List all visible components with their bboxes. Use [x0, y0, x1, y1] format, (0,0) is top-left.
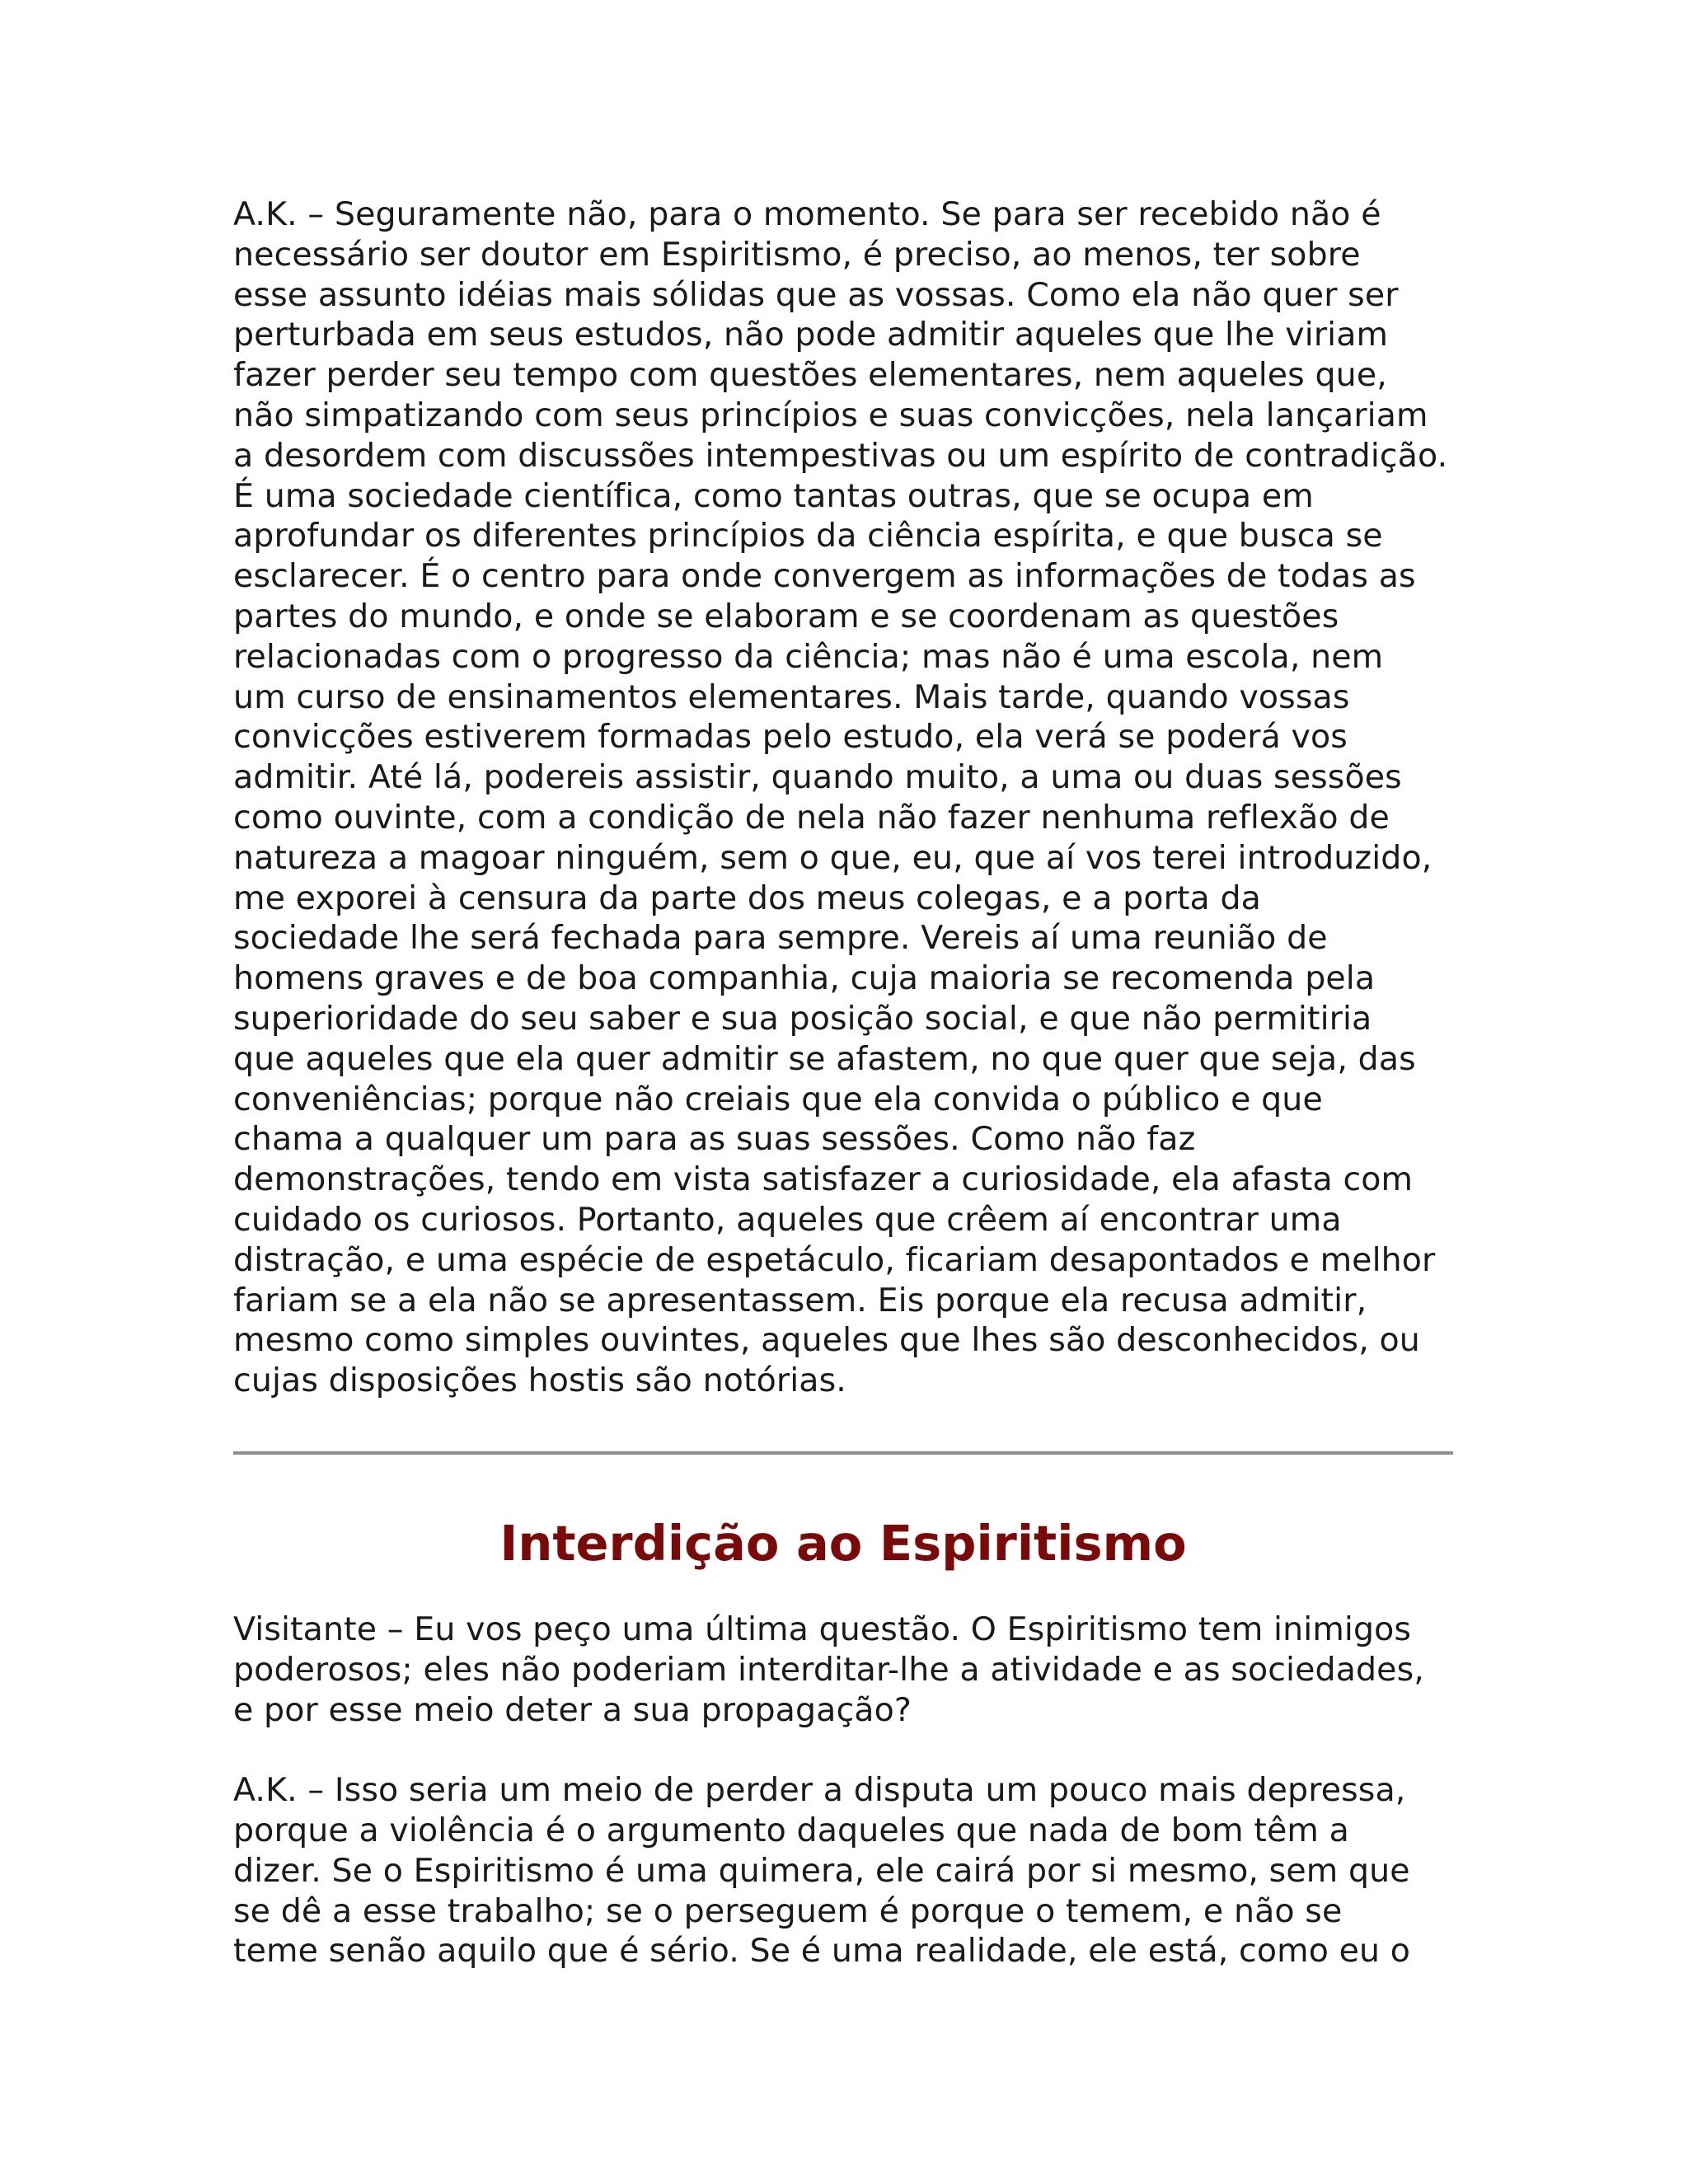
text-line: a desordem com discussões intempestivas ou um espírito de contradição. — [233, 436, 1448, 475]
text-line: partes do mundo, e onde se elaboram e se coordenam as questões — [233, 597, 1339, 635]
text-line: mesmo como simples ouvintes, aqueles que lhes são desconhecidos, ou — [233, 1321, 1420, 1360]
text-line: cujas disposições hostis são notórias. — [233, 1361, 846, 1400]
text-line: necessário ser doutor em Espiritismo, é preciso, ao menos, ter sobre — [233, 235, 1361, 274]
text-line: e por esse meio deter a sua propagação? — [233, 1690, 912, 1729]
paragraph-ak-reply — [233, 1770, 1478, 1971]
paragraph-ak-answer — [233, 194, 1478, 1401]
text-block-bottom — [233, 1610, 1478, 1971]
text-line: relacionadas com o progresso da ciência; mas não é uma escola, nem — [233, 637, 1384, 676]
horizontal-divider — [233, 1451, 1453, 1455]
text-line: me exporei à censura da parte dos meus colegas, e a porta da — [233, 879, 1261, 917]
text-line: porque a violência é o argumento daqueles que nada de bom têm a — [233, 1811, 1349, 1849]
text-line: natureza a magoar ninguém, sem o que, eu, que aí vos terei introduzido, — [233, 838, 1432, 877]
text-line: convicções estiverem formadas pelo estudo, ela verá se poderá vos — [233, 718, 1348, 757]
text-line: não simpatizando com seus princípios e suas convicções, nela lançariam — [233, 396, 1428, 434]
text-line: A.K. – Isso seria um meio de perder a disputa um pouco mais depressa, — [233, 1771, 1406, 1810]
text-line: distração, e uma espécie de espetáculo, ficariam desapontados e melhor — [233, 1240, 1436, 1279]
text-line: homens graves e de boa companhia, cuja maioria se recomenda pela — [233, 959, 1376, 998]
text-line: esclarecer. É o centro para onde convergem as informações de todas as — [233, 557, 1416, 596]
text-line: poderosos; eles não poderiam interditar-lhe a atividade e as sociedades, — [233, 1650, 1424, 1689]
text-line: Visitante – Eu vos peço uma última questão. O Espiritismo tem inimigos — [233, 1610, 1412, 1648]
text-line: esse assunto idéias mais sólidas que as vossas. Como ela não quer ser — [233, 275, 1399, 314]
text-block-top — [233, 194, 1478, 1401]
text-line: um curso de ensinamentos elementares. Mais tarde, quando vossas — [233, 677, 1350, 716]
text-line: como ouvinte, com a condição de nela não fazer nenhuma reflexão de — [233, 798, 1390, 837]
text-line: fazer perder seu tempo com questões elementares, nem aqueles que, — [233, 356, 1387, 395]
paragraph-visitor-question — [233, 1610, 1478, 1730]
text-line: perturbada em seus estudos, não pode admitir aqueles que lhe viriam — [233, 316, 1389, 354]
text-line: A.K. – Seguramente não, para o momento. Se para ser recebido não é — [233, 195, 1381, 233]
paragraph-gap — [233, 1730, 1478, 1770]
text-line: cuidado os curiosos. Portanto, aqueles que crêem aí encontrar uma — [233, 1200, 1342, 1239]
text-line: que aqueles que ela quer admitir se afastem, no que quer que seja, das — [233, 1039, 1416, 1078]
text-line: sociedade lhe será fechada para sempre. Vereis aí uma reunião de — [233, 919, 1328, 958]
text-line: aprofundar os diferentes princípios da ciência espírita, e que busca se — [233, 517, 1383, 555]
text-line: admitir. Até lá, podereis assistir, quando muito, a uma ou duas sessões — [233, 758, 1402, 797]
text-line: chama a qualquer um para as suas sessões. Como não faz — [233, 1120, 1196, 1159]
text-line: dizer. Se o Espiritismo é uma quimera, ele cairá por si mesmo, sem que — [233, 1851, 1410, 1890]
text-line: demonstrações, tendo em vista satisfazer a curiosidade, ela afasta com — [233, 1160, 1414, 1199]
section-heading: Interdição ao Espiritismo — [499, 1515, 1187, 1572]
text-line: se dê a esse trabalho; se o perseguem é porque o temem, e não se — [233, 1891, 1343, 1930]
text-line: teme senão aquilo que é sério. Se é uma realidade, ele está, como eu o — [233, 1932, 1411, 1971]
text-line: fariam se a ela não se apresentassem. Eis porque ela recusa admitir, — [233, 1281, 1367, 1319]
text-line: superioridade do seu saber e sua posição social, e que não permitiria — [233, 999, 1372, 1038]
text-line: É uma sociedade científica, como tantas outras, que se ocupa em — [233, 476, 1314, 515]
text-line: conveniências; porque não creiais que ela convida o público e que — [233, 1080, 1323, 1118]
